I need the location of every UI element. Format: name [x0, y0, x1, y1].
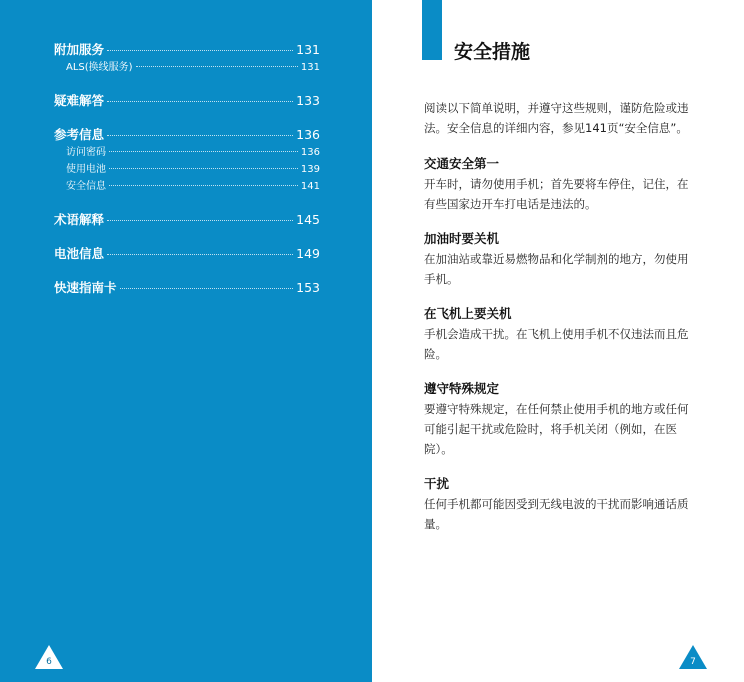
page-title: 安全措施: [454, 41, 531, 63]
toc-leader-dots: [109, 185, 298, 186]
table-of-contents: [54, 40, 320, 296]
section-body: 开车时，请勿使用手机；首先要将车停住，记住，在有些国家边开车打电话是违法的。: [424, 177, 689, 211]
toc-label: 快速指南卡: [54, 280, 117, 295]
toc-leader-dots: [120, 288, 294, 289]
toc-page: 133: [296, 93, 320, 108]
toc-page: 136: [300, 147, 320, 158]
toc-page: 139: [300, 164, 320, 175]
title-accent-bar: [422, 0, 442, 60]
section-heading: 交通安全第一: [424, 156, 500, 171]
toc-page: 145: [296, 212, 320, 227]
section-heading: 干扰: [424, 476, 450, 491]
toc-label: 术语解释: [54, 212, 105, 227]
toc-entry[interactable]: [54, 177, 320, 194]
toc-page: 131: [296, 42, 320, 57]
toc-entry[interactable]: [54, 278, 320, 296]
section-body: 在加油站或靠近易燃物品和化学制剂的地方，勿使用手机。: [424, 252, 689, 286]
page-number-left: [34, 644, 64, 670]
toc-entry[interactable]: [54, 160, 320, 177]
toc-entry[interactable]: [54, 40, 320, 58]
toc-entry[interactable]: [54, 143, 320, 160]
toc-leader-dots: [107, 135, 293, 136]
toc-label: 附加服务: [54, 42, 105, 57]
page-number-text: 6: [46, 657, 52, 667]
toc-leader-dots: [107, 50, 293, 51]
toc-leader-dots: [109, 168, 298, 169]
page-number-right: [678, 644, 708, 670]
section-heading: 加油时要关机: [424, 231, 500, 246]
toc-label: 参考信息: [54, 127, 105, 142]
toc-leader-dots: [107, 220, 293, 221]
safety-section: [424, 154, 696, 214]
section-body: 要遵守特殊规定，在任何禁止使用手机的地方或任何可能引起干扰或危险时，将手机关闭（例如，在医院）。: [424, 402, 689, 456]
toc-entry[interactable]: [54, 244, 320, 262]
safety-section: [424, 474, 696, 534]
toc-page: 141: [300, 181, 320, 192]
toc-leader-dots: [107, 254, 293, 255]
section-heading: 遵守特殊规定: [424, 381, 500, 396]
toc-page: 136: [296, 127, 320, 142]
toc-entry[interactable]: [54, 210, 320, 228]
safety-section: [424, 379, 696, 459]
toc-entry[interactable]: [54, 58, 320, 75]
toc-label: 电池信息: [54, 246, 105, 261]
toc-leader-dots: [109, 151, 298, 152]
toc-label: 使用电池: [66, 164, 106, 175]
toc-leader-dots: [107, 101, 293, 102]
toc-entry[interactable]: [54, 91, 320, 109]
toc-page: 153: [296, 280, 320, 295]
safety-sections: [424, 154, 696, 549]
toc-entry[interactable]: [54, 125, 320, 143]
toc-page: 131: [300, 62, 320, 73]
toc-label: ALS(换线服务): [66, 62, 133, 73]
section-heading: 在飞机上要关机: [424, 306, 512, 321]
safety-section: [424, 304, 696, 364]
intro-paragraph: 阅读以下简单说明，并遵守这些规则，谨防危险或违法。安全信息的详细内容，参见141页“安全信息”。: [424, 101, 689, 135]
section-body: 任何手机都可能因受到无线电波的干扰而影响通话质量。: [424, 497, 689, 531]
section-body: 手机会造成干扰。在飞机上使用手机不仅违法而且危险。: [424, 327, 689, 361]
toc-leader-dots: [136, 66, 298, 67]
right-page: [372, 0, 744, 682]
page-number-text: 7: [690, 657, 696, 667]
toc-page: 149: [296, 246, 320, 261]
toc-label: 访问密码: [66, 147, 106, 158]
toc-label: 疑难解答: [54, 93, 105, 108]
toc-label: 安全信息: [66, 181, 106, 192]
safety-section: [424, 229, 696, 289]
